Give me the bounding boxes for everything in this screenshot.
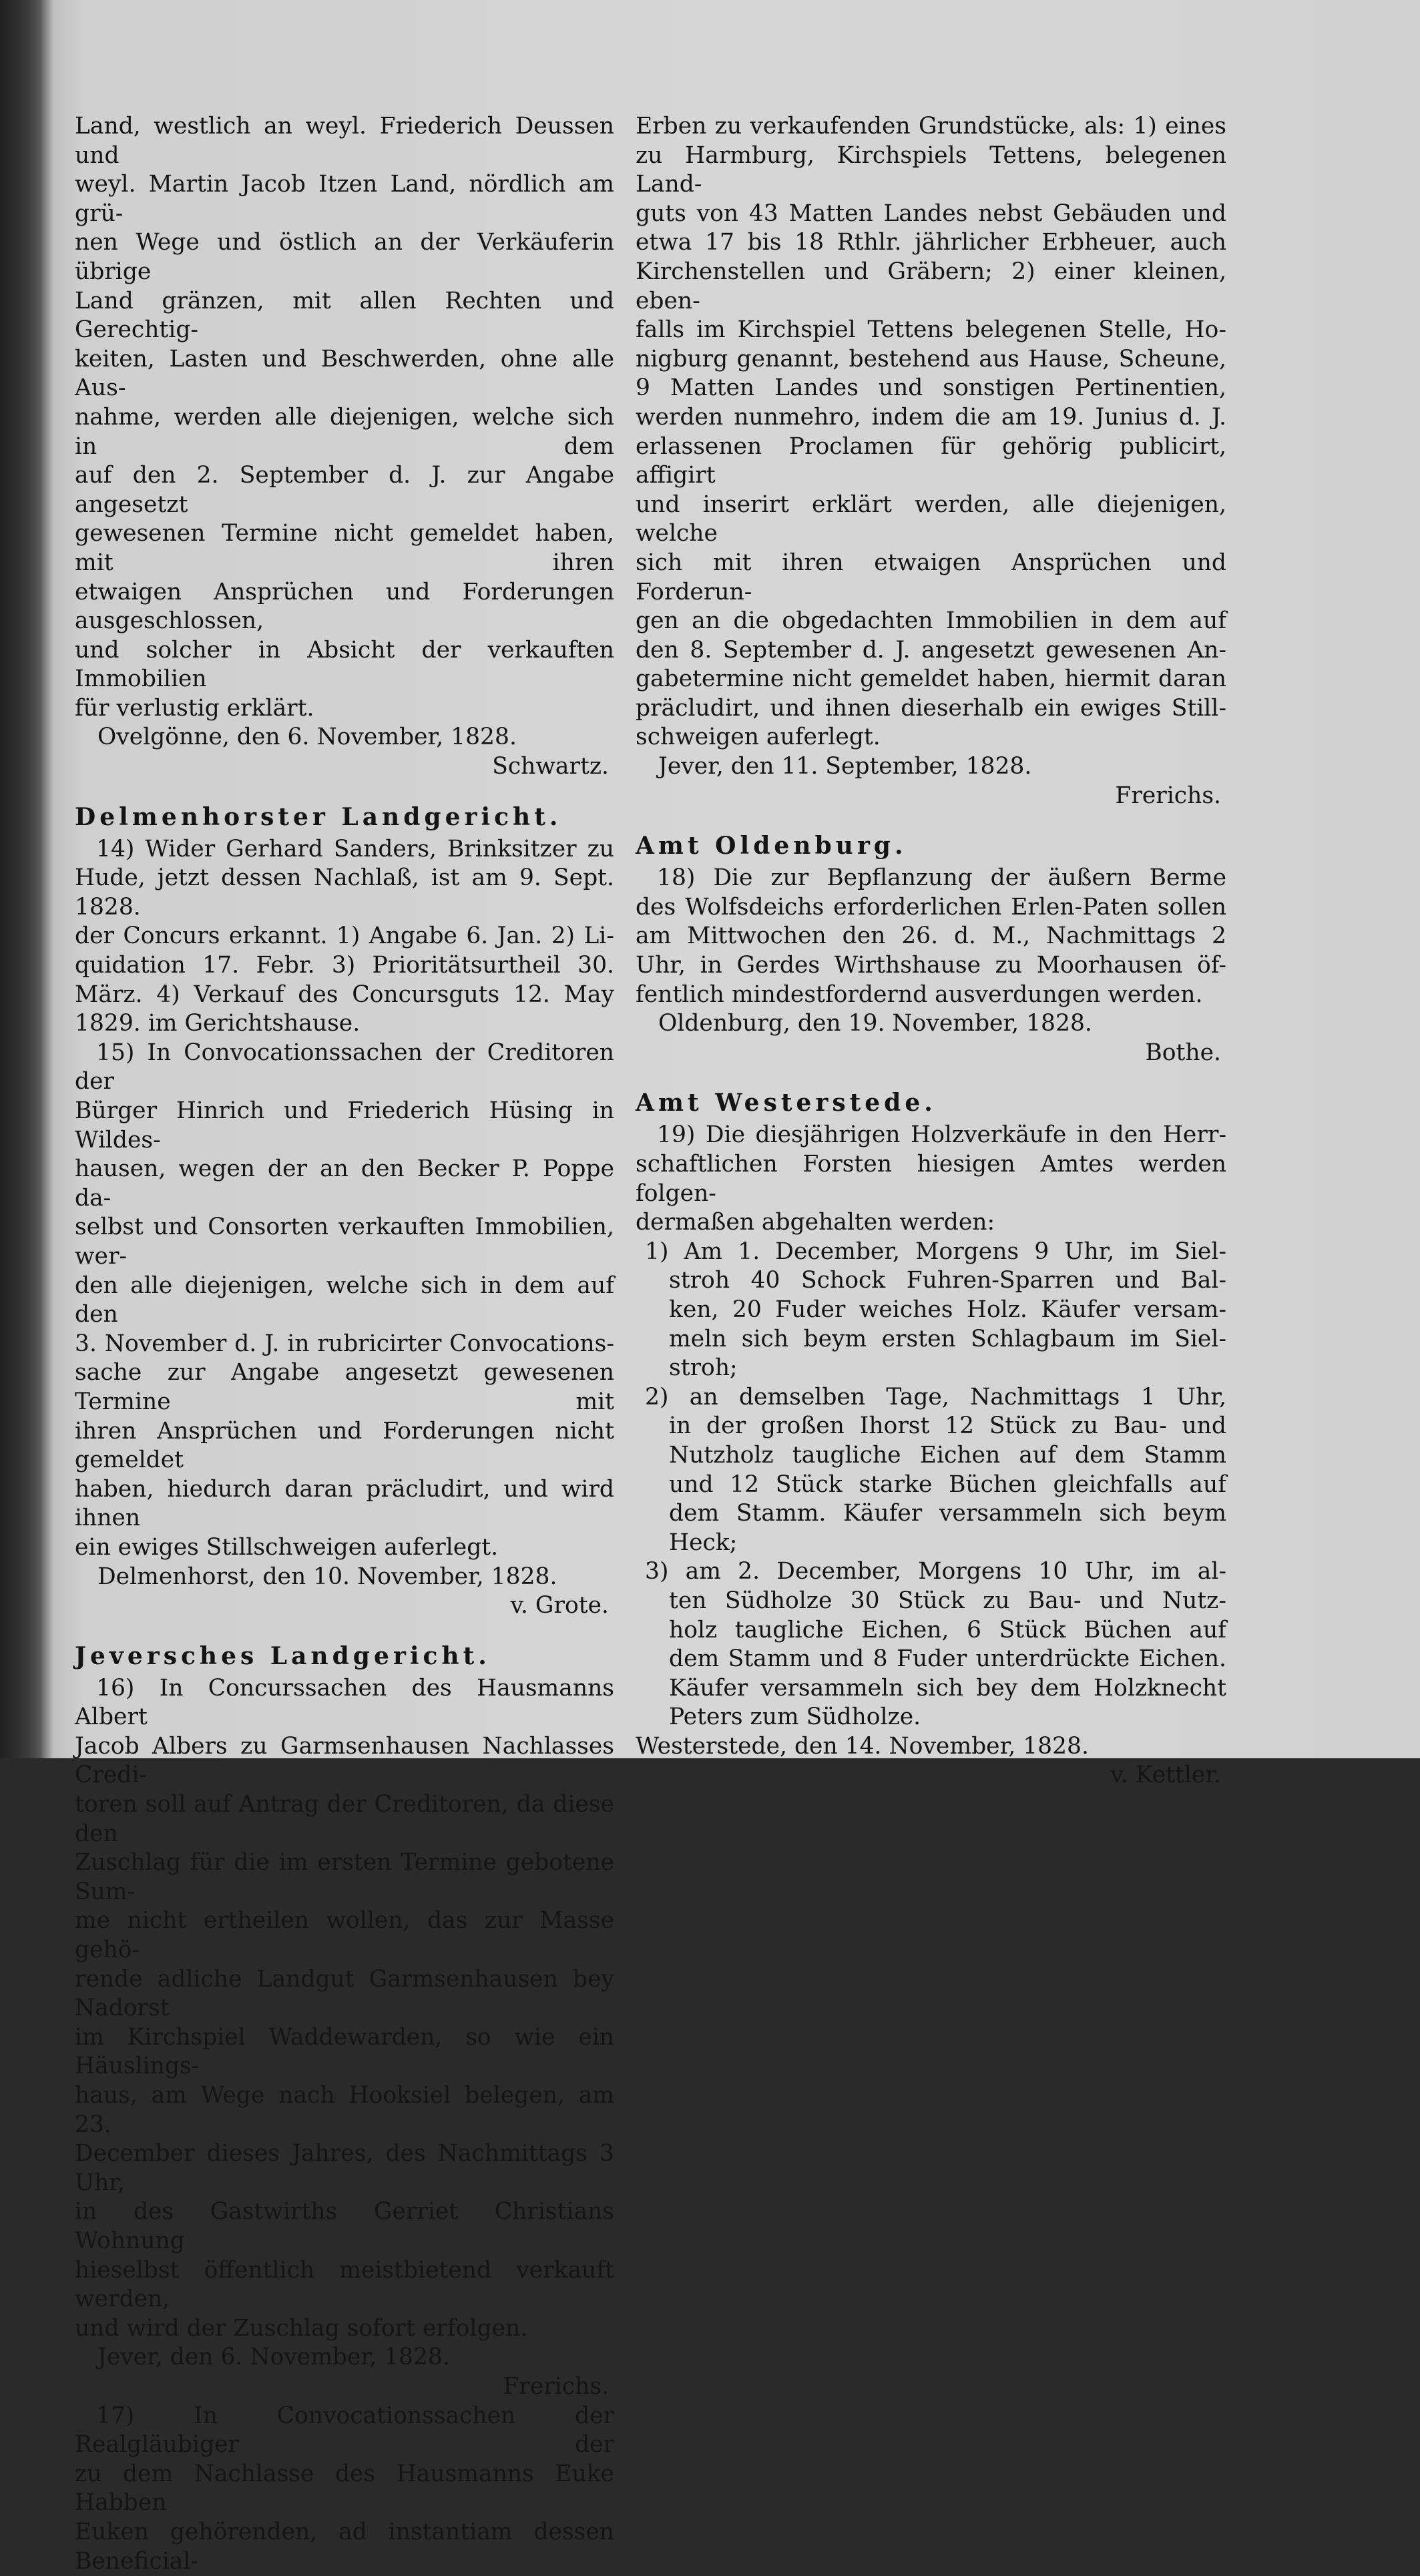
text-line: erlassenen Proclamen für gehörig publicirt, affigirt bbox=[636, 433, 1226, 489]
delmenhorst-signature: v. Grote. bbox=[510, 1592, 609, 1619]
notice-19-intro bbox=[636, 1121, 1226, 1237]
text-line: Jacob Albers zu Garmsenhausen Nachlasses Credi- bbox=[75, 1732, 614, 1789]
gutter-shadow bbox=[41, 0, 53, 1758]
text-line: zu dem Nachlasse des Hausmanns Euke Habben bbox=[75, 2460, 614, 2517]
text-line: keiten, Lasten und Beschwerden, ohne alle Aus- bbox=[75, 345, 614, 402]
notice-16 bbox=[75, 1674, 614, 2344]
text-line: 3) am 2. December, Morgens 10 Uhr, im al- bbox=[645, 1558, 1226, 1585]
text-line: Zuschlag für die im ersten Termine gebotene Sum- bbox=[75, 1849, 614, 1905]
text-line: sache zur Angabe angesetzt gewesenen Termine mit bbox=[75, 1359, 614, 1415]
text-line: gen an die obgedachten Immobilien in dem auf bbox=[636, 607, 1226, 635]
text-line: dermaßen abgehalten werden: bbox=[636, 1209, 995, 1236]
text-line: nahme, werden alle diejenigen, welche sich in dem bbox=[75, 403, 614, 460]
text-line: stroh; bbox=[669, 1354, 738, 1382]
text-line: rende adliche Landgut Garmsenhausen bey Nadorst bbox=[75, 1965, 614, 2022]
text-line: auf den 2. September d. J. zur Angabe angesetzt bbox=[75, 462, 614, 518]
text-line: 1) Am 1. December, Morgens 9 Uhr, im Siel- bbox=[645, 1238, 1226, 1265]
text-line: 1829. im Gerichtshause. bbox=[75, 1010, 361, 1037]
text-line: Heck; bbox=[669, 1529, 738, 1556]
text-line: Uhr, in Gerdes Wirthshause zu Moorhausen öf- bbox=[636, 952, 1226, 979]
text-line: Erben zu verkaufenden Grundstücke, als: 1) eines bbox=[636, 113, 1226, 140]
text-line: etwaigen Ansprüchen und Forderungen ausgeschlossen, bbox=[75, 578, 614, 635]
heading-westerstede: Amt Westerstede. bbox=[636, 1089, 937, 1117]
delmenhorst-dateline: Delmenhorst, den 10. November, 1828. bbox=[97, 1563, 557, 1590]
intro-dateline: Ovelgönne, den 6. November, 1828. bbox=[97, 724, 517, 751]
text-line: Euken gehörenden, ad instantiam dessen Beneficial- bbox=[75, 2518, 614, 2575]
text-line: präcludirt, und ihnen dieserhalb ein ewiges Still- bbox=[636, 694, 1226, 722]
text-line: und solcher in Absicht der verkauften Immobilien bbox=[75, 636, 614, 693]
text-line: weyl. Martin Jacob Itzen Land, nördlich am grü- bbox=[75, 171, 614, 227]
cont17-signature: Frerichs. bbox=[1115, 782, 1221, 809]
text-line: 9 Matten Landes und sonstigen Pertinentien, bbox=[636, 374, 1226, 402]
text-line: im Kirchspiel Waddewarden, so wie ein Häuslings- bbox=[75, 2023, 614, 2080]
text-line: des Wolfsdeichs erforderlichen Erlen-Paten sollen bbox=[636, 893, 1226, 921]
text-line: haben, hiedurch daran präcludirt, und wird ihnen bbox=[75, 1475, 614, 1532]
text-line: nigburg genannt, bestehend aus Hause, Scheune, bbox=[636, 345, 1226, 372]
text-line: den 8. September d. J. angesetzt gewesenen An- bbox=[636, 636, 1226, 664]
text-line: am Mittwochen den 26. d. M., Nachmittags 2 bbox=[636, 923, 1226, 950]
notice-19-item-3 bbox=[636, 1557, 1226, 1732]
text-line: Land, westlich an weyl. Friederich Deussen und bbox=[75, 113, 614, 169]
right-column bbox=[636, 112, 1226, 1808]
notice-19-item-2 bbox=[636, 1383, 1226, 1558]
text-line: ihren Ansprüchen und Forderungen nicht gemeldet bbox=[75, 1417, 614, 1474]
text-line: 3. November d. J. in rubricirter Convocations- bbox=[75, 1330, 614, 1357]
text-line: dem Stamm. Käufer versammeln sich beym bbox=[669, 1500, 1226, 1527]
notice-17 bbox=[75, 2402, 614, 2576]
heading-jever: Jeversches Landgericht. bbox=[75, 1641, 491, 1670]
text-line: selbst und Consorten verkauften Immobilien, wer- bbox=[75, 1214, 614, 1270]
text-line: in der großen Ihorst 12 Stück zu Bau- und bbox=[669, 1412, 1226, 1440]
text-line: den alle diejenigen, welche sich in dem auf den bbox=[75, 1272, 614, 1328]
text-line: ken, 20 Fuder weiches Holz. Käufer versam- bbox=[669, 1296, 1226, 1323]
text-line: Land gränzen, mit allen Rechten und Gerechtig- bbox=[75, 287, 614, 344]
text-line: quidation 17. Febr. 3) Prioritätsurtheil 30. bbox=[75, 952, 614, 979]
text-line: December dieses Jahres, des Nachmittags 3 Uhr, bbox=[75, 2140, 614, 2196]
text-line: werden nunmehro, indem die am 19. Junius d. J. bbox=[636, 403, 1226, 431]
heading-delmenhorst: Delmenhorster Landgericht. bbox=[75, 802, 562, 831]
text-line: Käufer versammeln sich bey dem Holzknecht bbox=[669, 1674, 1226, 1702]
intro-signature: Schwartz. bbox=[492, 753, 609, 780]
oldenburg-signature: Bothe. bbox=[1145, 1039, 1221, 1066]
text-line: fentlich mindestfordernd ausverdungen werden. bbox=[636, 981, 1203, 1008]
heading-oldenburg: Amt Oldenburg. bbox=[636, 832, 907, 860]
text-line: sich mit ihren etwaigen Ansprüchen und Forderun- bbox=[636, 549, 1226, 605]
jever-signature: Frerichs. bbox=[503, 2372, 609, 2400]
text-line: me nicht ertheilen wollen, das zur Masse gehö- bbox=[75, 1907, 614, 1964]
text-line: dem Stamm und 8 Fuder unterdrückte Eichen. bbox=[669, 1645, 1226, 1673]
notice-17-continued bbox=[636, 112, 1226, 752]
text-line: 19) Die diesjährigen Holzverkäufe in den Herr- bbox=[657, 1121, 1226, 1149]
text-line: der Concurs erkannt. 1) Angabe 6. Jan. 2) Li- bbox=[75, 923, 614, 950]
text-line: 17) In Convocationssachen der Realgläubiger der bbox=[75, 2402, 614, 2459]
cont17-dateline: Jever, den 11. September, 1828. bbox=[658, 753, 1032, 780]
text-line: hieselbst öffentlich meistbietend verkauft werden, bbox=[75, 2256, 614, 2313]
text-line: holz taugliche Eichen, 6 Stück Büchen auf bbox=[669, 1616, 1226, 1643]
text-line: in des Gastwirths Gerriet Christians Wohnung bbox=[75, 2198, 614, 2254]
text-line: zu Harmburg, Kirchspiels Tettens, belegenen Land- bbox=[636, 142, 1226, 198]
text-line: und 12 Stück starke Büchen gleichfalls auf bbox=[669, 1471, 1226, 1498]
text-line: und inserirt erklärt werden, alle diejenigen, welche bbox=[636, 491, 1226, 547]
text-line: ten Südholze 30 Stück zu Bau- und Nutz- bbox=[669, 1587, 1226, 1614]
notice-14 bbox=[75, 835, 614, 1039]
text-line: März. 4) Verkauf des Concursguts 12. May bbox=[75, 981, 614, 1008]
text-line: ein ewiges Stillschweigen auferlegt. bbox=[75, 1533, 499, 1561]
westerstede-signature: v. Kettler. bbox=[1110, 1762, 1221, 1789]
text-line: toren soll auf Antrag der Creditoren, da diese den bbox=[75, 1791, 614, 1847]
text-line: für verlustig erklärt. bbox=[75, 694, 314, 722]
scan-background bbox=[0, 0, 47, 1758]
text-line: schaftlichen Forsten hiesigen Amtes werden folgen- bbox=[636, 1151, 1226, 1207]
jever-dateline: Jever, den 6. November, 1828. bbox=[97, 2344, 450, 2371]
text-line: falls im Kirchspiel Tettens belegenen Stelle, Ho- bbox=[636, 316, 1226, 344]
text-line: stroh 40 Schock Fuhren-Sparren und Bal- bbox=[669, 1267, 1226, 1294]
notice-19-item-1 bbox=[636, 1238, 1226, 1383]
text-line: Peters zum Südholze. bbox=[669, 1704, 921, 1731]
text-line: haus, am Wege nach Hooksiel belegen, am 23. bbox=[75, 2082, 614, 2138]
text-line: nen Wege und östlich an der Verkäuferin übrige bbox=[75, 229, 614, 285]
oldenburg-dateline: Oldenburg, den 19. November, 1828. bbox=[658, 1010, 1092, 1037]
text-line: 14) Wider Gerhard Sanders, Brinksitzer zu bbox=[96, 835, 614, 862]
text-line: Bürger Hinrich und Friederich Hüsing in Wildes- bbox=[75, 1097, 614, 1153]
text-line: 16) In Concurssachen des Hausmanns Albert bbox=[75, 1674, 614, 1731]
text-line: 18) Die zur Bepflanzung der äußern Berme bbox=[657, 864, 1226, 892]
text-line: meln sich beym ersten Schlagbaum im Siel- bbox=[669, 1325, 1226, 1352]
westerstede-dateline: Westerstede, den 14. November, 1828. bbox=[636, 1732, 1089, 1760]
left-column bbox=[75, 112, 614, 2576]
text-line: guts von 43 Matten Landes nebst Gebäuden und bbox=[636, 200, 1226, 227]
text-line: Nutzholz taugliche Eichen auf dem Stamm bbox=[669, 1441, 1226, 1469]
notice-15 bbox=[75, 1039, 614, 1563]
text-line: gabetermine nicht gemeldet haben, hiermit daran bbox=[636, 666, 1226, 693]
text-line: und wird der Zuschlag sofort erfolgen. bbox=[75, 2314, 528, 2342]
text-line: etwa 17 bis 18 Rthlr. jährlicher Erbheuer, auch bbox=[636, 229, 1226, 256]
text-line: Hude, jetzt dessen Nachlaß, ist am 9. Sept. 1828. bbox=[75, 864, 614, 921]
text-line: gewesenen Termine nicht gemeldet haben, mit ihren bbox=[75, 520, 614, 576]
intro-notice bbox=[75, 112, 614, 723]
text-line: schweigen auferlegt. bbox=[636, 724, 881, 751]
text-line: Kirchenstellen und Gräbern; 2) einer kleinen, eben- bbox=[636, 258, 1226, 314]
text-line: 15) In Convocationssachen der Creditoren der bbox=[75, 1039, 614, 1095]
text-line: 2) an demselben Tage, Nachmittags 1 Uhr, bbox=[645, 1383, 1226, 1410]
notice-18 bbox=[636, 864, 1226, 1009]
text-line: hausen, wegen der an den Becker P. Poppe da- bbox=[75, 1155, 614, 1212]
